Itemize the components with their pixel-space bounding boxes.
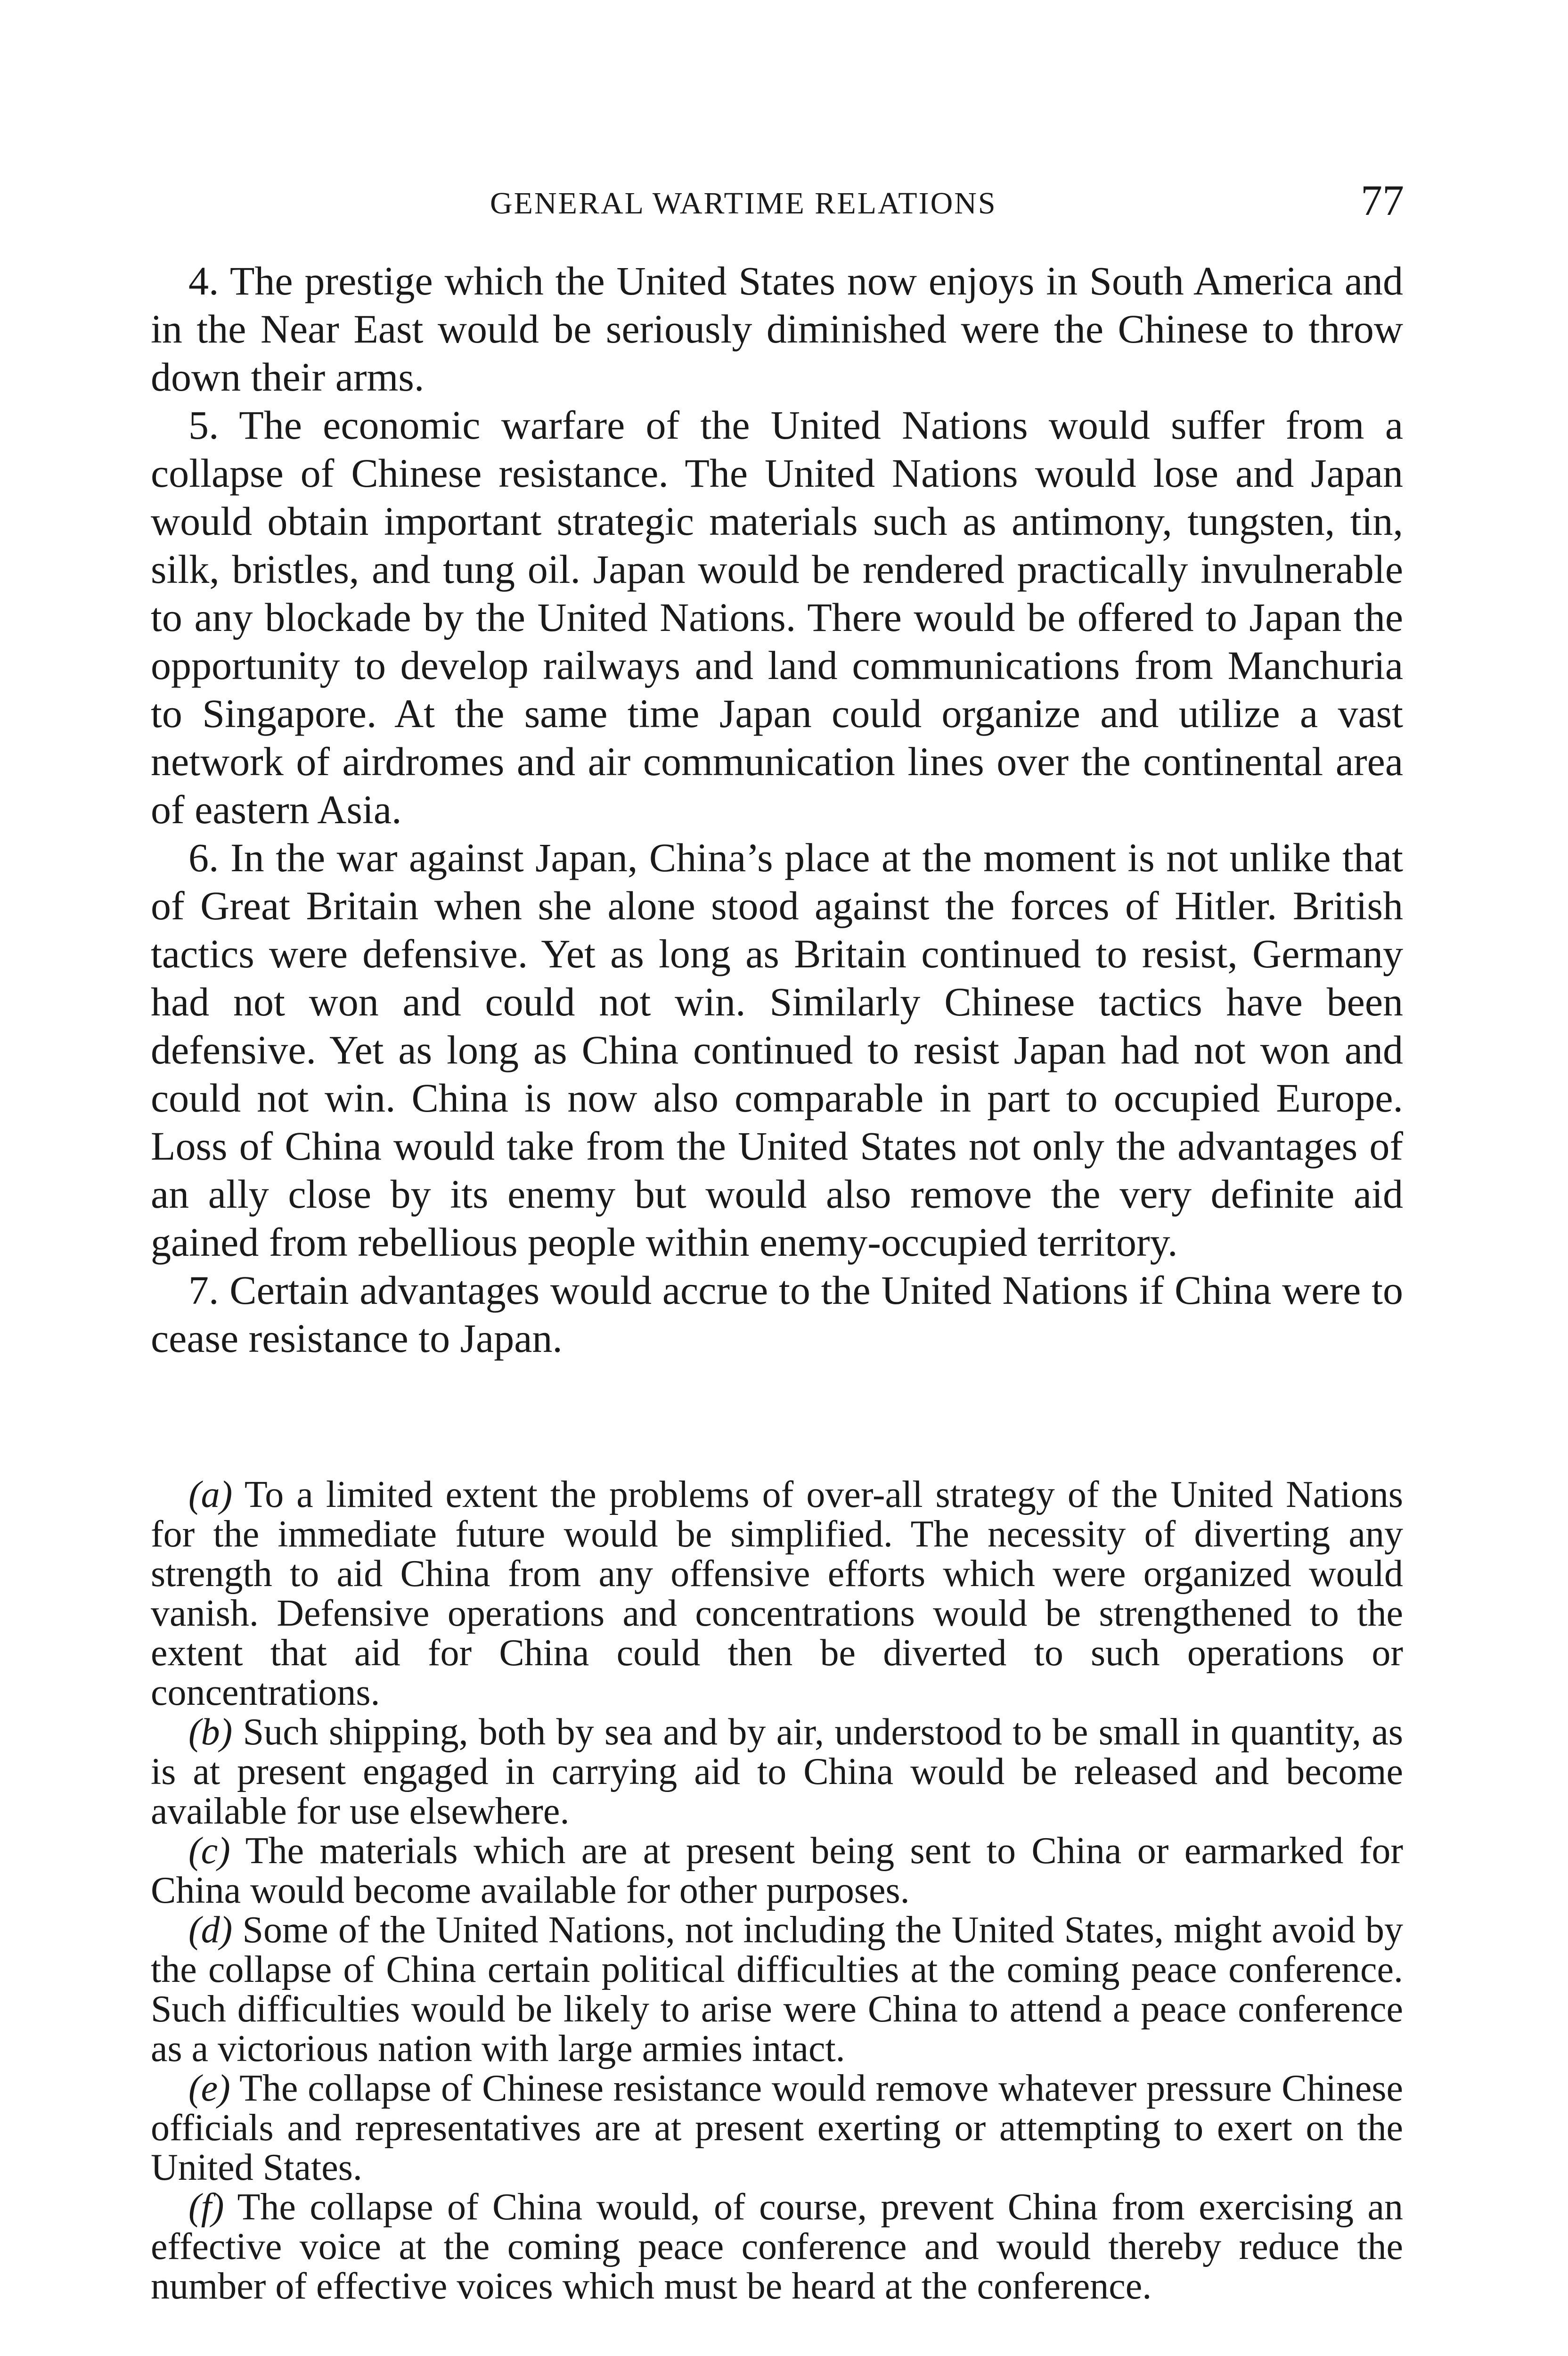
main-text xyxy=(151,257,1403,1362)
subparagraph-text: Some of the United Nations, not including the United States, might avoid by the collapse of China certain political difficulties at the coming peace conference. Such difficulties would be likely to arise were China to attend a peace conference as a victorious nation with large armies intact. xyxy=(151,1909,1404,2070)
subparagraph-letter: (b) xyxy=(188,1711,233,1753)
page-number: 77 xyxy=(1361,176,1404,224)
advantages-list xyxy=(151,1475,1403,2306)
subparagraph-letter: (e) xyxy=(188,2068,230,2109)
subparagraph-text: To a limited extent the problems of over-all strategy of the United Nations for the immediate future would be simplified. The necessity of diverting any strength to aid China from any offensive efforts which were organized would vanish. Defensive operations and concentrations would be strengthened to the extent that aid for China could then be diverted to such operations or concentrations. xyxy=(151,1474,1404,1713)
subparagraph-a xyxy=(151,1475,1403,1712)
subparagraph-letter: (c) xyxy=(188,1830,230,1872)
paragraph-5: 5. The economic warfare of the United Nations would suffer from a collapse of Chinese resistance. The United Nations would lose and Japan would obtain important strategic materials such as antimony, tungsten, tin, silk, bristles, and tung oil. Japan would be rendered practically invulnerable to any blockade by the United Nations. There would be offered to Japan the opportunity to develop railways and land communications from Manchuria to Singapore. At the same time Japan could organize and utilize a vast network of airdromes and air communication lines over the continental area of eastern Asia. xyxy=(151,402,1403,832)
subparagraph-e xyxy=(151,2069,1403,2187)
paragraph-6: 6. In the war against Japan, China’s place at the moment is not unlike that of Great Britain when she alone stood against the forces of Hitler. British tactics were defensive. Yet as long as Britain continued to resist, Germany had not won and could not win. Similarly Chinese tactics have been defensive. Yet as long as China continued to resist Japan had not won and could not win. China is now also comparable in part to occupied Europe. Loss of China would take from the United States not only the advantages of an ally close by its enemy but would also remove the very definite aid gained from rebellious people within enemy-occupied territory. xyxy=(151,835,1403,1265)
subparagraph-f xyxy=(151,2187,1403,2306)
subparagraph-d xyxy=(151,1910,1403,2069)
subparagraph-letter: (d) xyxy=(188,1909,233,1951)
subparagraph-c xyxy=(151,1831,1403,1910)
paragraph-7: 7. Certain advantages would accrue to the United Nations if China were to cease resistance to Japan. xyxy=(151,1268,1403,1361)
page-header xyxy=(151,175,1404,227)
subparagraph-text: The collapse of Chinese resistance would remove whatever pressure Chinese officials and representatives are at present exerting or attempting to exert on the United States. xyxy=(151,2068,1403,2188)
subparagraph-text: Such shipping, both by sea and by air, understood to be small in quantity, as is at present engaged in carrying aid to China would be released and become available for use elsewhere. xyxy=(151,1711,1404,1832)
running-head: GENERAL WARTIME RELATIONS xyxy=(490,186,997,221)
subparagraph-text: The materials which are at present being sent to China or earmarked for China would become available for other purposes. xyxy=(151,1830,1403,1911)
paragraph-4: 4. The prestige which the United States now enjoys in South America and in the Near East would be seriously diminished were the Chinese to throw down their arms. xyxy=(151,258,1403,400)
subparagraph-text: The collapse of China would, of course, prevent China from exercising an effective voice at the coming peace conference and would thereby reduce the number of effective voices which must be heard at the conference. xyxy=(151,2186,1403,2307)
subparagraph-letter: (f) xyxy=(188,2186,224,2228)
subparagraph-letter: (a) xyxy=(188,1474,233,1515)
subparagraph-b xyxy=(151,1712,1403,1831)
